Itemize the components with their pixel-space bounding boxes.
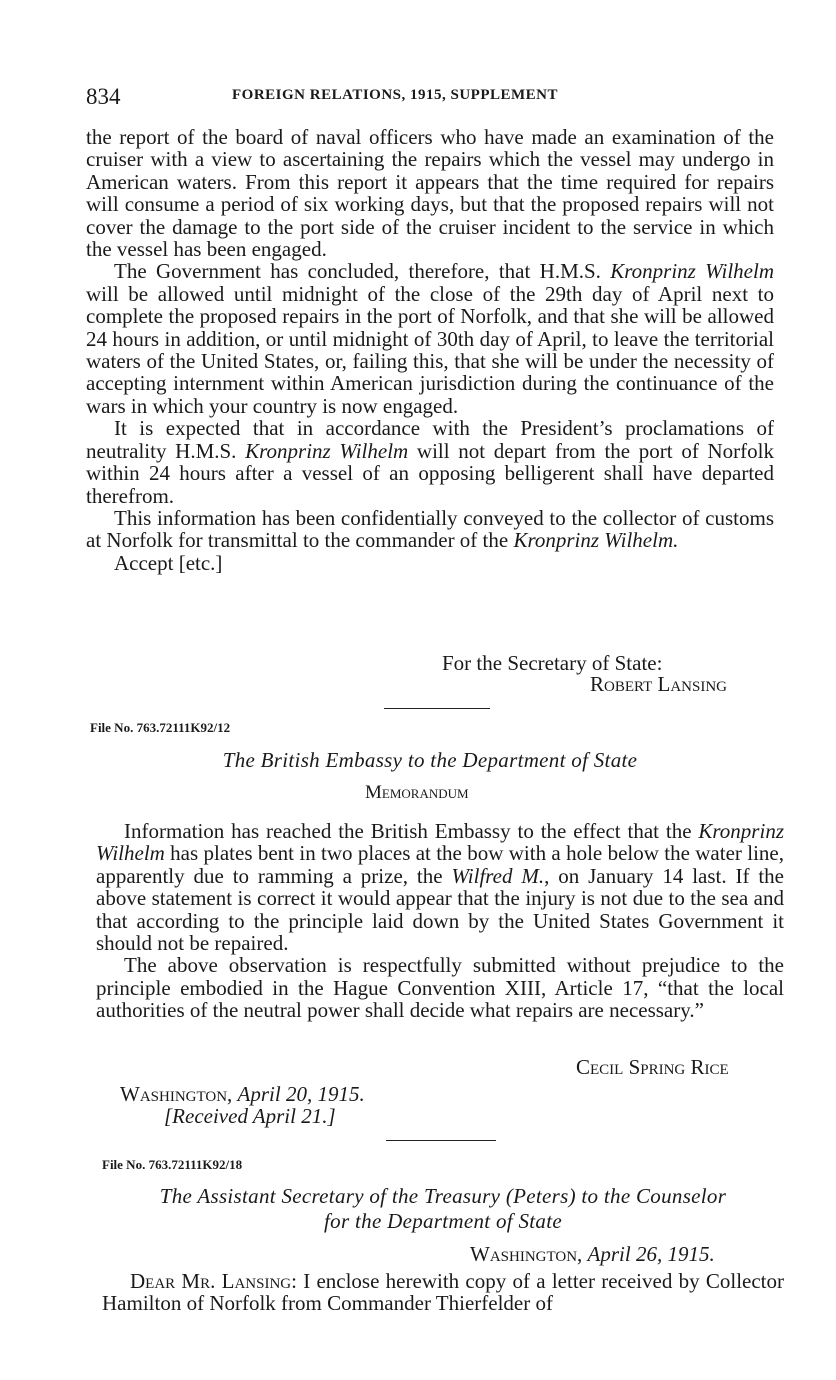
dateline: Washington, April 26, 1915. [470, 1242, 715, 1266]
page-header [86, 84, 786, 114]
ship-name: Kronprinz Wilhelm [610, 259, 774, 284]
ship-name: Kronprinz Wilhelm [96, 819, 784, 866]
received-note: [Received April 21.] [164, 1104, 336, 1128]
memo-heading: Memorandum [365, 782, 469, 803]
title-line: for the Department of State [324, 1209, 562, 1233]
letter-body [86, 126, 774, 574]
ship-name: Kronprinz Wilhelm. [513, 528, 679, 553]
paragraph: The above observation is respectfully submitted without prejudice to the principle embodied in the Hague Convention XIII, Article 17, “that the local authorities of the neutral power shall decide what repairs are necessary.” [96, 953, 784, 1023]
file-number: File No. 763.72111K92/12 [90, 720, 231, 735]
closing: Accept [etc.] [114, 550, 223, 575]
letter-body [102, 1270, 784, 1315]
paragraph: Information has reached the British Embassy to the effect that the Kronprinz Wilhelm has plates bent in two places at the bow with a hole below the water line, apparently due to ramming a prize, the Wilfred M., on January 14 last. If the above statement is correct it would appear that the injury is not due to the sea and that according to the principle laid down by the United States Government it should not be repaired. [96, 819, 784, 956]
signature-title: For the Secretary of State: [442, 651, 663, 675]
document-title [98, 1184, 788, 1234]
section-divider [386, 1140, 496, 1141]
ship-name: Kronprinz Wilhelm [245, 438, 409, 463]
salutation: Dear Mr. Lansing [130, 1269, 292, 1293]
paragraph: Dear Mr. Lansing: I enclose herewith copy of a letter received by Collector Hamilton of Norfolk from Commander Thierfelder of [102, 1269, 784, 1316]
dateline: Washington, April 20, 1915. [120, 1082, 365, 1106]
memo-body [96, 820, 784, 1022]
running-title: FOREIGN RELATIONS, 1915, SUPPLEMENT [232, 87, 559, 103]
file-number: File No. 763.72111K92/18 [102, 1157, 243, 1172]
paragraph: This information has been confidentially conveyed to the collector of customs at Norfolk for transmittal to the commander of the Kronprinz Wilhelm. [86, 505, 774, 553]
section-divider [384, 708, 490, 709]
ship-name: Wilfred M. [451, 863, 545, 888]
title-line: The Assistant Secretary of the Treasury (Peters) to the Counselor [159, 1184, 727, 1208]
paragraph: the report of the board of naval officers who have made an examination of the cruiser with a view to ascertaining the repairs which the vessel may undergo in American waters. From this report it appears that the time required for repairs will consume a period of six working days, but that the proposed repairs will not cover the damage to the port side of the cruiser incident to the service in which the vessel has been engaged. [86, 125, 774, 262]
page-number: 834 [86, 84, 121, 109]
signature-name: Cecil Spring Rice [576, 1055, 729, 1079]
paragraph: The Government has concluded, therefore, that H.M.S. Kronprinz Wilhelm will be allowed until midnight of the close of the 29th day of April next to complete the proposed repairs in the port of Norfolk, and that she will be allowed 24 hours in addition, or until midnight of 30th day of April, to leave the territorial waters of the United States, or, failing this, that she will be under the necessity of accepting internment within American jurisdiction during the continuance of the wars in which your country is now engaged. [86, 259, 774, 418]
signature-name: Robert Lansing [590, 672, 728, 696]
document-title: The British Embassy to the Department of State [222, 748, 638, 772]
paragraph: It is expected that in accordance with the President’s proclamations of neutrality H.M.S. Kronprinz Wilhelm will not depart from the port of Norfolk within 24 hours after a vessel of an opposing belligerent shall have departed therefrom. [86, 416, 774, 508]
